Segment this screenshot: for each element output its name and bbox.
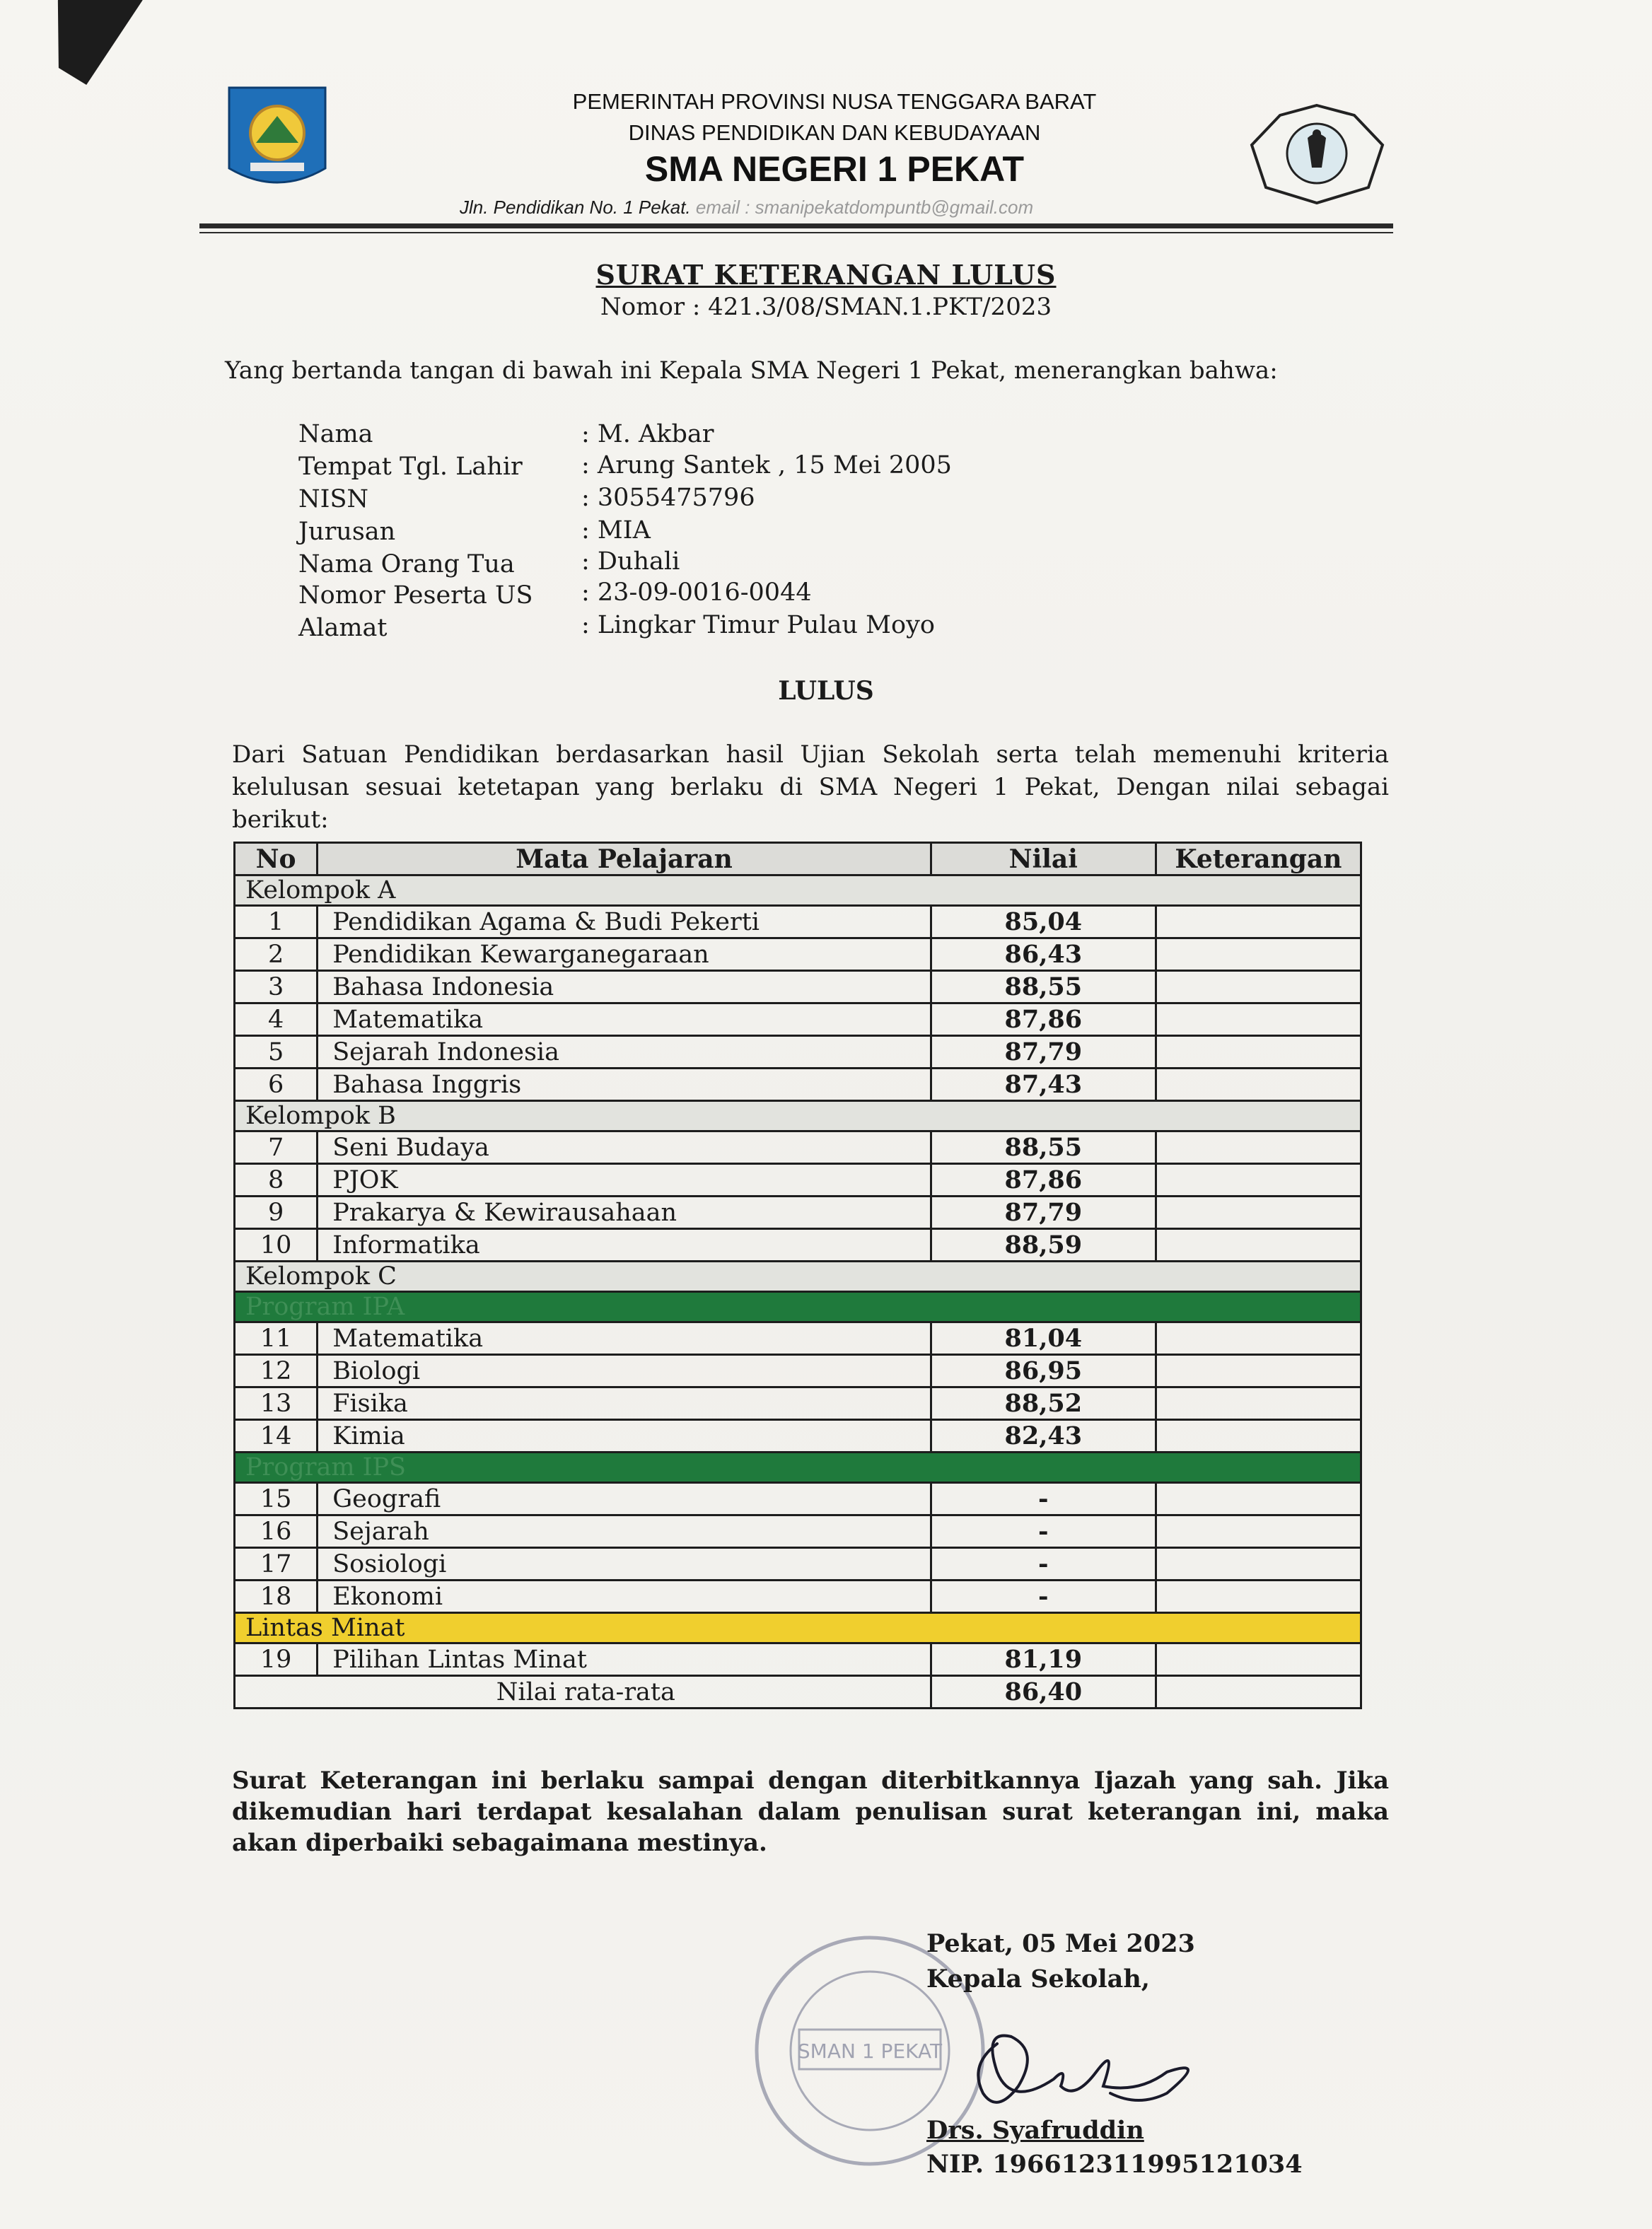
table-row (235, 1197, 1361, 1229)
paragraph-criteria: Dari Satuan Pendidikan berdasarkan hasil Ujian Sekolah serta telah memenuhi kriteria kelulusan sesuai ketetapan yang berlaku di SMA Negeri 1 Pekat, Dengan nilai sebagai berikut: (232, 740, 1389, 834)
row-remarks (1156, 1483, 1361, 1515)
row-score: 87,43 (931, 1069, 1156, 1101)
group-row-c (235, 1262, 1361, 1292)
group-label: Lintas Minat (235, 1613, 1361, 1643)
bio-value: : M. Akbar (581, 420, 714, 448)
row-remarks (1156, 1548, 1361, 1581)
row-no: 3 (235, 971, 318, 1003)
row-score: - (931, 1483, 1156, 1515)
school-logo-icon (1248, 103, 1386, 205)
table-header-row (235, 843, 1361, 875)
graduation-status: LULUS (778, 676, 874, 706)
paragraph-validity: Surat Keterangan ini berlaku sampai dengan diterbitkannya Ijazah yang sah. Jika dikemudian hari terdapat kesalahan dalam penulisan surat keterangan ini, maka akan diperbaiki sebagaimana mestinya. (232, 1767, 1389, 1857)
row-remarks (1156, 1036, 1361, 1069)
row-remarks (1156, 1197, 1361, 1229)
group-label: Kelompok B (235, 1101, 1361, 1131)
table-row (235, 971, 1361, 1003)
sign-place-date: Pekat, 05 Mei 2023 (926, 1929, 1195, 1958)
row-remarks (1156, 1131, 1361, 1164)
table-row (235, 1483, 1361, 1515)
bio-label: Alamat (298, 614, 388, 642)
header-subject: Mata Pelajaran (318, 843, 931, 875)
row-subject: Pendidikan Agama & Budi Pekerti (318, 906, 931, 938)
row-no: 7 (235, 1131, 318, 1164)
bio-label: Tempat Tgl. Lahir (298, 453, 523, 481)
row-remarks (1156, 1164, 1361, 1197)
bio-value: : MIA (581, 516, 651, 545)
row-subject: Ekonomi (318, 1581, 931, 1613)
sign-name: Drs. Syafruddin (926, 2116, 1144, 2145)
row-no: 9 (235, 1197, 318, 1229)
program-row-ips (235, 1453, 1361, 1483)
header-no: No (235, 843, 318, 875)
table-row (235, 1420, 1361, 1453)
row-subject: Sosiologi (318, 1548, 931, 1581)
bio-value: : 23-09-0016-0044 (581, 578, 812, 607)
header-school-name: SMA NEGERI 1 PEKAT (644, 149, 1025, 189)
signature-mark (955, 2015, 1223, 2122)
intro-text: Yang bertanda tangan di bawah ini Kepala SMA Negeri 1 Pekat, menerangkan bahwa: (225, 356, 1278, 385)
row-no: 5 (235, 1036, 318, 1069)
row-score: 87,86 (931, 1003, 1156, 1036)
row-remarks (1156, 1003, 1361, 1036)
row-subject: Informatika (318, 1229, 931, 1262)
header-address (460, 197, 1033, 219)
row-remarks (1156, 1420, 1361, 1453)
table-row (235, 1003, 1361, 1036)
table-row (235, 1643, 1361, 1676)
row-no: 8 (235, 1164, 318, 1197)
row-no: 12 (235, 1355, 318, 1387)
table-row (235, 1164, 1361, 1197)
row-remarks (1156, 1515, 1361, 1548)
average-label: Nilai rata-rata (235, 1676, 931, 1709)
sign-nip: NIP. 196612311995121034 (926, 2150, 1303, 2179)
row-score: 88,59 (931, 1229, 1156, 1262)
bio-label: NISN (298, 485, 369, 513)
row-score: - (931, 1515, 1156, 1548)
row-no: 4 (235, 1003, 318, 1036)
address-text: Jln. Pendidikan No. 1 Pekat. (460, 197, 691, 218)
row-subject: PJOK (318, 1164, 931, 1197)
row-subject: Matematika (318, 1003, 931, 1036)
row-subject: Sejarah (318, 1515, 931, 1548)
row-score: 87,86 (931, 1164, 1156, 1197)
row-subject: Bahasa Inggris (318, 1069, 931, 1101)
row-score: - (931, 1548, 1156, 1581)
row-subject: Prakarya & Kewirausahaan (318, 1197, 931, 1229)
bio-value: : 3055475796 (581, 484, 755, 512)
row-no: 18 (235, 1581, 318, 1613)
row-score: 81,04 (931, 1322, 1156, 1355)
table-row (235, 1387, 1361, 1420)
header-score: Nilai (931, 843, 1156, 875)
row-subject: Sejarah Indonesia (318, 1036, 931, 1069)
row-subject: Geografi (318, 1483, 931, 1515)
row-no: 6 (235, 1069, 318, 1101)
row-no: 1 (235, 906, 318, 938)
group-label: Kelompok A (235, 875, 1361, 906)
document-number: Nomor : 421.3/08/SMAN.1.PKT/2023 (600, 293, 1052, 321)
row-remarks (1156, 1355, 1361, 1387)
bio-label: Nomor Peserta US (298, 581, 533, 610)
row-remarks (1156, 906, 1361, 938)
bio-label: Nama (298, 420, 373, 448)
row-no: 15 (235, 1483, 318, 1515)
table-row (235, 1515, 1361, 1548)
row-no: 10 (235, 1229, 318, 1262)
table-row (235, 1581, 1361, 1613)
row-no: 14 (235, 1420, 318, 1453)
table-row (235, 1131, 1361, 1164)
row-score: 86,43 (931, 938, 1156, 971)
row-remarks (1156, 971, 1361, 1003)
table-row (235, 1036, 1361, 1069)
program-label: Program IPS (235, 1453, 1361, 1483)
group-label: Kelompok C (235, 1262, 1361, 1292)
province-logo-icon (225, 83, 330, 197)
row-subject: Biologi (318, 1355, 931, 1387)
average-remarks (1156, 1676, 1361, 1709)
grades-table (233, 842, 1362, 1709)
header-rule-thick (199, 223, 1393, 228)
average-row (235, 1676, 1361, 1709)
row-remarks (1156, 1229, 1361, 1262)
row-no: 19 (235, 1643, 318, 1676)
row-subject: Seni Budaya (318, 1131, 931, 1164)
table-row (235, 1229, 1361, 1262)
row-remarks (1156, 1581, 1361, 1613)
row-subject: Kimia (318, 1420, 931, 1453)
row-remarks (1156, 1387, 1361, 1420)
stamp-text: SMAN 1 PEKAT (797, 2039, 943, 2063)
group-row-a (235, 875, 1361, 906)
row-remarks (1156, 1322, 1361, 1355)
program-row-ipa (235, 1292, 1361, 1322)
bio-label: Jurusan (298, 518, 396, 546)
table-row (235, 938, 1361, 971)
bio-value: : Duhali (581, 547, 680, 576)
row-remarks (1156, 938, 1361, 971)
row-score: 85,04 (931, 906, 1156, 938)
bio-label: Nama Orang Tua (298, 550, 515, 578)
document-title: SURAT KETERANGAN LULUS (595, 259, 1057, 291)
row-score: 81,19 (931, 1643, 1156, 1676)
row-no: 2 (235, 938, 318, 971)
row-no: 17 (235, 1548, 318, 1581)
table-row (235, 1069, 1361, 1101)
row-score: - (931, 1581, 1156, 1613)
row-score: 87,79 (931, 1036, 1156, 1069)
row-score: 82,43 (931, 1420, 1156, 1453)
row-no: 13 (235, 1387, 318, 1420)
row-subject: Bahasa Indonesia (318, 971, 931, 1003)
row-remarks (1156, 1643, 1361, 1676)
row-score: 86,95 (931, 1355, 1156, 1387)
program-label: Program IPA (235, 1292, 1361, 1322)
average-score: 86,40 (931, 1676, 1156, 1709)
bio-value: : Arung Santek , 15 Mei 2005 (581, 451, 952, 479)
row-score: 88,55 (931, 971, 1156, 1003)
email-text: email : smanipekatdompuntb@gmail.com (695, 197, 1034, 218)
table-row (235, 906, 1361, 938)
row-no: 16 (235, 1515, 318, 1548)
sign-role: Kepala Sekolah, (926, 1965, 1150, 1994)
header-line-government: PEMERINTAH PROVINSI NUSA TENGGARA BARAT (572, 89, 1097, 114)
corner-mark (27, 0, 143, 85)
lintas-minat-row (235, 1613, 1361, 1643)
table-row (235, 1548, 1361, 1581)
row-subject: Pendidikan Kewarganegaraan (318, 938, 931, 971)
row-no: 11 (235, 1322, 318, 1355)
table-row (235, 1322, 1361, 1355)
group-row-b (235, 1101, 1361, 1131)
row-score: 87,79 (931, 1197, 1156, 1229)
header-rule-thin (199, 232, 1393, 233)
table-row (235, 1355, 1361, 1387)
header-line-department: DINAS PENDIDIKAN DAN KEBUDAYAAN (628, 120, 1041, 145)
bio-value: : Lingkar Timur Pulau Moyo (581, 611, 935, 639)
row-subject: Matematika (318, 1322, 931, 1355)
row-subject: Fisika (318, 1387, 931, 1420)
row-score: 88,52 (931, 1387, 1156, 1420)
row-subject: Pilihan Lintas Minat (318, 1643, 931, 1676)
row-remarks (1156, 1069, 1361, 1101)
header-remarks: Keterangan (1156, 843, 1361, 875)
row-score: 88,55 (931, 1131, 1156, 1164)
